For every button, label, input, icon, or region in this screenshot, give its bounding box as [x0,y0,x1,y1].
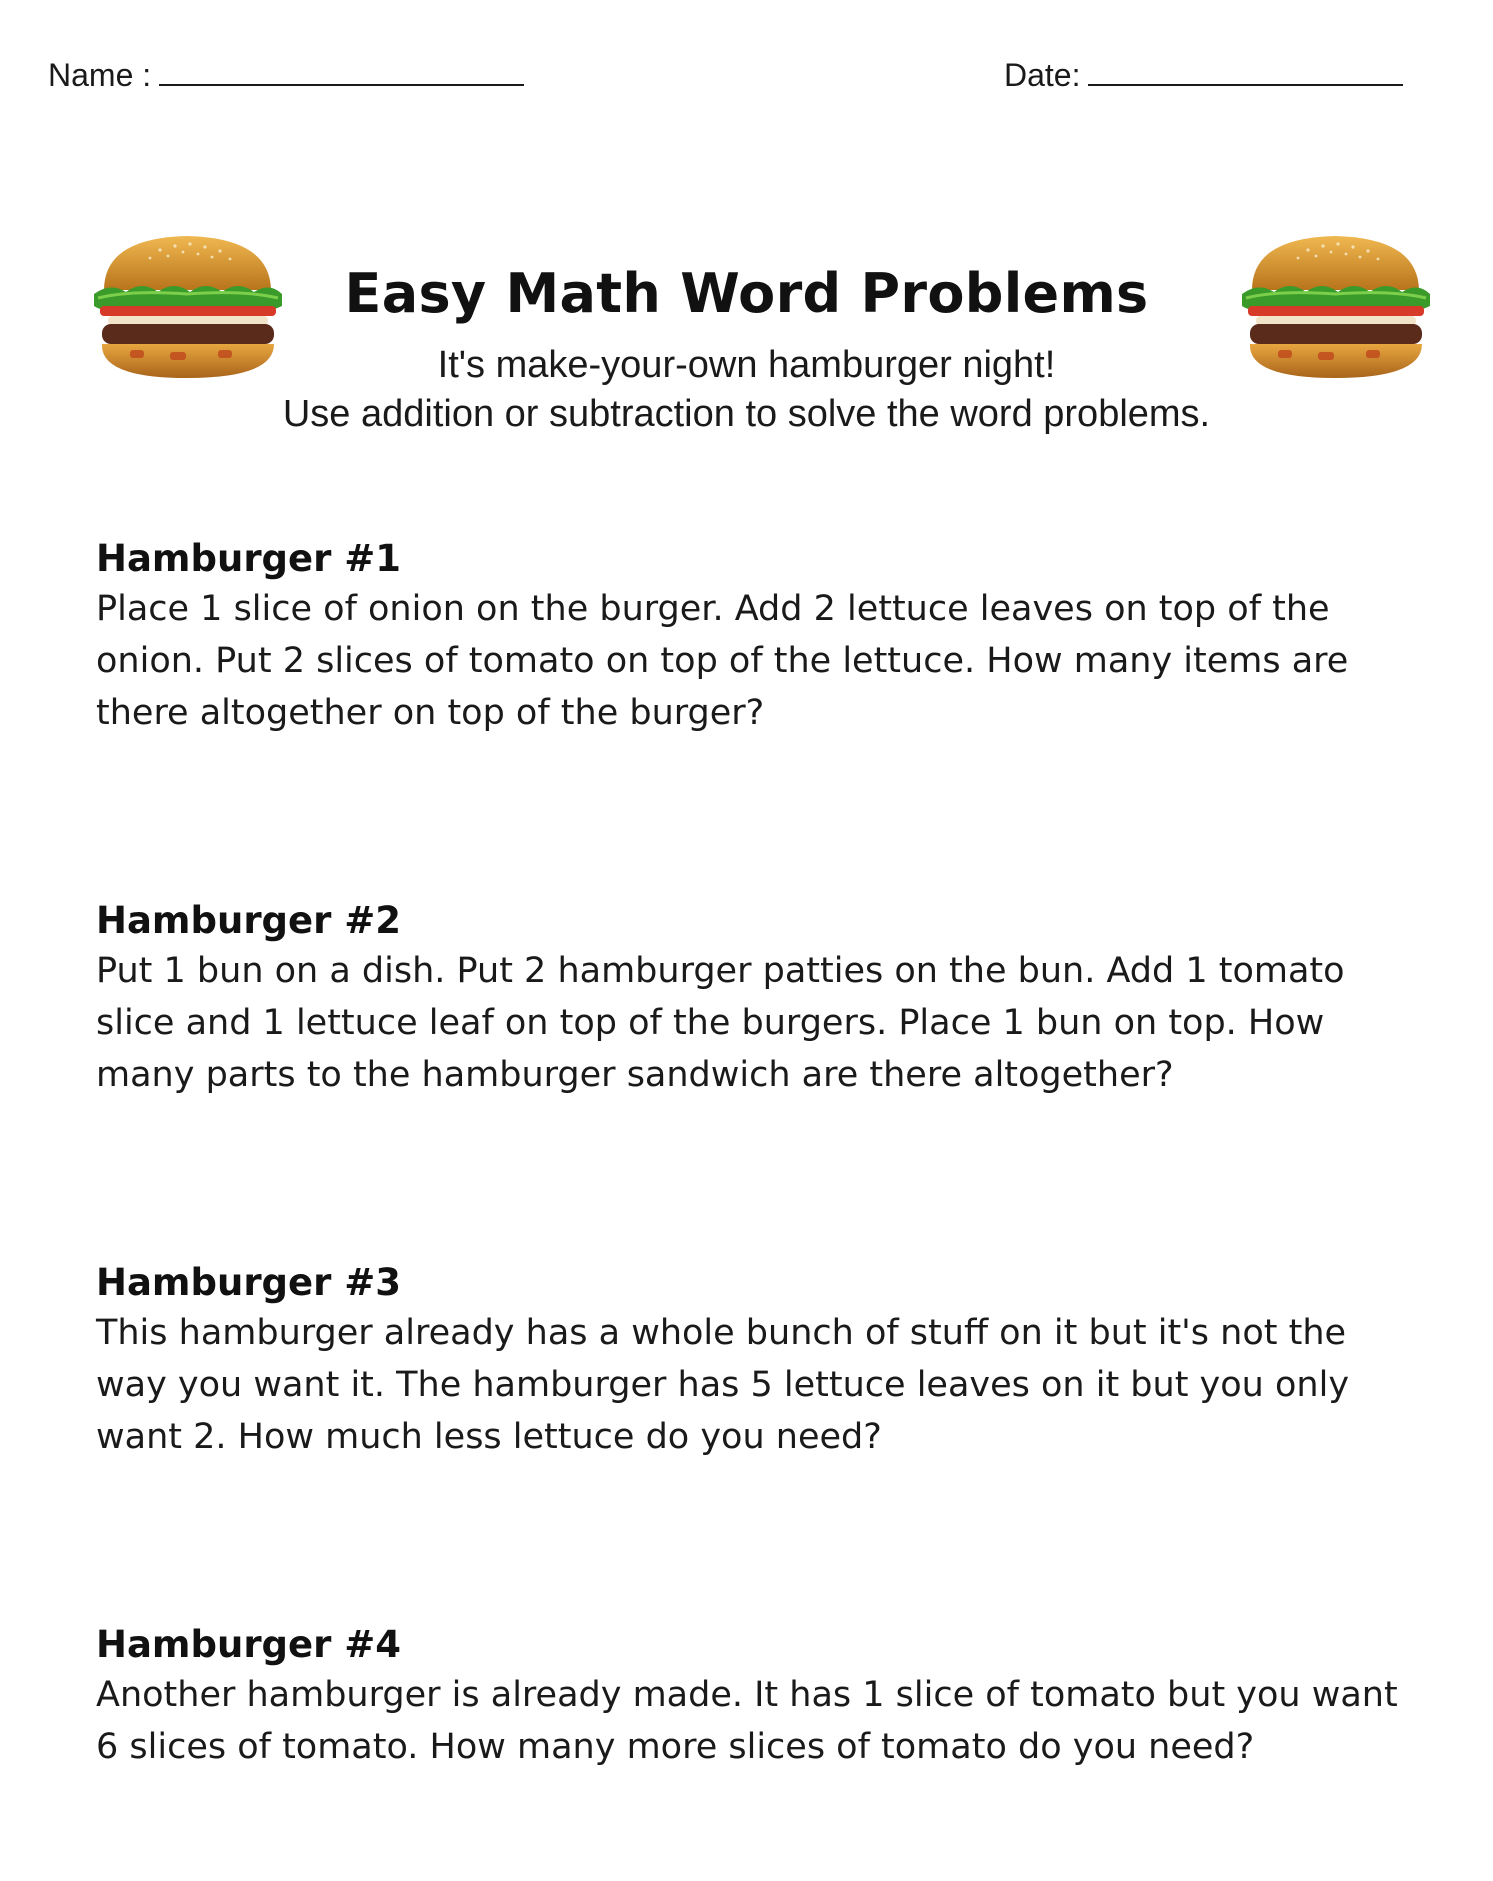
name-blank-line[interactable] [159,56,524,86]
name-field [48,56,524,94]
problem-text: Place 1 slice of onion on the burger. Add 2 lettuce leaves on top of the onion. Put 2 slices of tomato on top of the lettuce. How many items are there altogether on top of the burger? [96,589,1349,733]
name-label: Name : [48,57,152,93]
problem-heading: Hamburger #4 [96,1623,402,1666]
date-blank-line[interactable] [1088,56,1403,86]
problem-text: Put 1 bun on a dish. Put 2 hamburger patties on the bun. Add 1 tomato slice and 1 lettuce leaf on top of the burgers. Place 1 bun on top. How many parts to the hamburger sandwich are there altogether? [96,951,1345,1095]
subtitle-line-1: It's make-your-own hamburger night! [437,344,1056,386]
problem-4 [96,1621,1426,1773]
problem-text: This hamburger already has a whole bunch of stuff on it but it's not the way you want it. The hamburger has 5 lettuce leaves on it but you only want 2. How much less lettuce do you need? [96,1313,1350,1457]
problem-heading: Hamburger #3 [96,1261,402,1304]
problem-heading: Hamburger #1 [96,537,402,580]
date-label: Date: [1004,57,1081,93]
page-title: Easy Math Word Problems [344,262,1149,325]
subtitle-line-2: Use addition or subtraction to solve the word problems. [282,393,1211,435]
date-field [1004,56,1403,94]
problem-1 [96,535,1426,739]
problem-2 [96,897,1426,1101]
problem-text: Another hamburger is already made. It has 1 slice of tomato but you want 6 slices of tomato. How many more slices of tomato do you need? [96,1675,1398,1767]
problem-3 [96,1259,1426,1463]
problem-heading: Hamburger #2 [96,899,402,942]
